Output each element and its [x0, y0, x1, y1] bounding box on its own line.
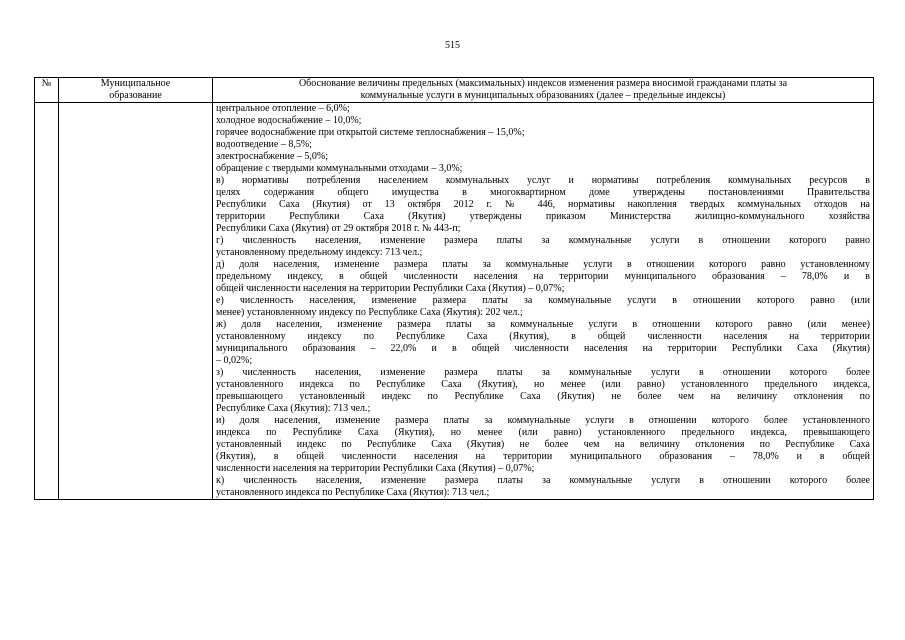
- table-row: [35, 103, 874, 500]
- row-number-cell: [35, 103, 59, 500]
- item-v-line-5: Республики Саха (Якутия) от 29 октября 2018 г. № 443-п;: [216, 223, 461, 234]
- item-zh-line-3: муниципального образования – 22,0% и в общей численности населения на территории Республики Саха (Якутия): [216, 343, 870, 354]
- page-number: 515: [445, 40, 460, 51]
- item-z-line-4: Республике Саха (Якутия): 713 чел.;: [216, 403, 371, 414]
- header-justification: [213, 78, 874, 103]
- tariff-cold-water: холодное водоснабжение – 10,0%;: [216, 115, 362, 126]
- tariff-sewerage: водоотведение – 8,5%;: [216, 139, 312, 150]
- item-k-line-2: установленного индекса по Республике Саха (Якутия): 713 чел.;: [216, 487, 490, 498]
- item-zh-line-2: установленному индексу по Республике Саха (Якутия), в общей численности населения на территории: [216, 331, 870, 342]
- item-i-line-5: численности населения на территории Республики Саха (Якутия) – 0,07%;: [216, 463, 535, 474]
- item-g-line-1: г) численность населения, изменение размера платы за коммунальные услуги в отношении которого равно: [216, 235, 870, 246]
- item-k-line-1: к) численность населения, изменение размера платы за коммунальные услуги в отношении которого более: [216, 475, 870, 486]
- header-municipality-line-1: Муниципальное: [100, 78, 171, 89]
- tariff-electricity: электроснабжение – 5,0%;: [216, 151, 329, 162]
- item-d-line-2: предельному индексу, в общей численности населения на территории муниципального образования – 78,0% и в: [216, 271, 870, 282]
- item-v-line-3: Республики Саха (Якутия) от 13 октября 2012 г. № 446, нормативы накопления твердых коммунальных отходов на: [216, 199, 870, 210]
- tariff-heating: центральное отопление – 6,0%;: [216, 103, 350, 114]
- item-d-line-1: д) доля населения, изменение размера платы за коммунальные услуги в отношении которого равно установленному: [216, 259, 870, 270]
- tariff-waste: обращение с твердыми коммунальными отходами – 3,0%;: [216, 163, 463, 174]
- tariff-hot-water: горячее водоснабжение при открытой системе теплоснабжения – 15,0%;: [216, 127, 525, 138]
- header-justification-line-2: коммунальные услуги в муниципальных образованиях (далее – предельные индексы): [360, 90, 726, 101]
- item-i-line-4: (Якутия), в общей численности населения на территории муниципального образования – 78,0% и в общей: [216, 451, 870, 462]
- item-i-line-3: установленный индекс по Республике Саха (Якутия) не более чем на величину отклонения по Республике Саха: [216, 439, 870, 450]
- row-municipality-cell: [59, 103, 213, 500]
- header-justification-line-1: Обоснование величины предельных (максимальных) индексов изменения размера вносимой гражданами платы за: [298, 78, 788, 89]
- row-justification-cell: [213, 103, 874, 500]
- item-e-line-1: е) численность населения, изменение размера платы за коммунальные услуги в отношении которого равно (или: [216, 295, 870, 306]
- item-e-line-2: менее) установленному индексу по Республике Саха (Якутия): 202 чел.;: [216, 307, 523, 318]
- item-g-line-2: установленному предельному индексу: 713 чел.;: [216, 247, 423, 258]
- item-z-line-1: з) численность населения, изменение размера платы за коммунальные услуги в отношении которого более: [216, 367, 870, 378]
- item-v-line-1: в) нормативы потребления населением коммунальных услуг и нормативы потребления коммунальных ресурсов в: [216, 175, 870, 186]
- item-v-line-4: территории Республики Саха (Якутия) утверждены приказом Министерства жилищно-коммунального хозяйства: [216, 211, 870, 222]
- indices-table: [34, 77, 874, 500]
- item-zh-line-4: – 0,02%;: [216, 355, 253, 366]
- header-municipality: [59, 78, 213, 103]
- header-number: №: [35, 78, 59, 103]
- table-header-row: [35, 78, 874, 103]
- item-z-line-2: установленного индекса по Республике Саха (Якутия), но менее (или равно) установленного предельного индекса,: [216, 379, 870, 390]
- item-d-line-3: общей численности населения на территории Республики Саха (Якутия) – 0,07%;: [216, 283, 565, 294]
- item-zh-line-1: ж) доля населения, изменение размера платы за коммунальные услуги в отношении которого равно (или менее): [216, 319, 870, 330]
- header-municipality-line-2: образование: [109, 90, 162, 101]
- item-v-line-2: целях содержания общего имущества в многоквартирном доме утверждены постановлениями Правительства: [216, 187, 870, 198]
- item-i-line-1: и) доля населения, изменение размера платы за коммунальные услуги в отношении которого более установленного: [216, 415, 870, 426]
- item-z-line-3: превышающего установленный индекс по Республике Саха (Якутия) не более чем на величину отклонения по: [216, 391, 870, 402]
- item-i-line-2: индекса по Республике Саха (Якутия), но менее (или равно) установленного предельного индекса, превышающего: [216, 427, 870, 438]
